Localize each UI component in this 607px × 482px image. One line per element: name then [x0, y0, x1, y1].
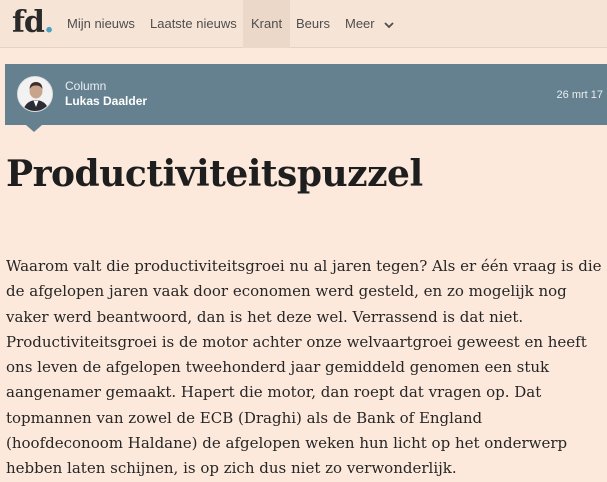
body-line: topmannen van zowel de ECB (Draghi) als de Bank of England [6, 408, 483, 427]
nav-item-mijn-nieuws[interactable]: Mijn nieuws [67, 16, 135, 31]
article-body [6, 254, 604, 482]
body-line: (hoofdeconoom Haldane) de afgelopen weken hun licht op het onderwerp [6, 434, 568, 453]
article-title: Productiviteitspuzzel [6, 153, 423, 195]
body-line: Waarom valt die productiviteitsgroei nu al jaren tegen? Als er één vraag is die [6, 257, 602, 275]
fd-logo[interactable] [12, 6, 53, 40]
author-bar-pointer [26, 125, 42, 132]
logo-text: fd [12, 5, 44, 40]
top-navigation [0, 0, 607, 48]
chevron-down-icon [384, 1, 394, 49]
nav-item-meer-label: Meer [345, 16, 375, 31]
body-line: aangenamer gemaakt. Hapert die motor, dan roept dat vragen op. Dat [6, 383, 542, 402]
logo-dot: . [43, 5, 54, 40]
nav-item-meer[interactable] [345, 0, 394, 48]
body-line: Productiviteitsgroei is de motor achter onze welvaartgroei geweest en heeft [6, 332, 587, 351]
nav-item-krant[interactable]: Krant [243, 0, 290, 48]
body-line: vaker werd beantwoord, dan is het deze wel. Verrassend is dat niet. [6, 307, 524, 326]
author-avatar[interactable] [17, 76, 53, 112]
publish-date: 26 mrt 17 [556, 89, 603, 101]
body-line: hebben laten schijnen, is op zich dus niet zo verwonderlijk. [6, 459, 457, 478]
scrollbar[interactable] [600, 48, 607, 480]
body-line: de afgelopen jaren vaak door economen werd gesteld, en zo mogelijk nog [6, 282, 567, 301]
column-label: Column [65, 79, 107, 93]
nav-item-laatste-nieuws[interactable]: Laatste nieuws [150, 16, 237, 31]
body-line: ons leven de afgelopen tweehonderd jaar gemiddeld genomen een stuk [6, 358, 550, 377]
nav-item-beurs[interactable]: Beurs [296, 16, 330, 31]
author-bar [5, 64, 607, 125]
author-name[interactable]: Lukas Daalder [65, 94, 148, 108]
